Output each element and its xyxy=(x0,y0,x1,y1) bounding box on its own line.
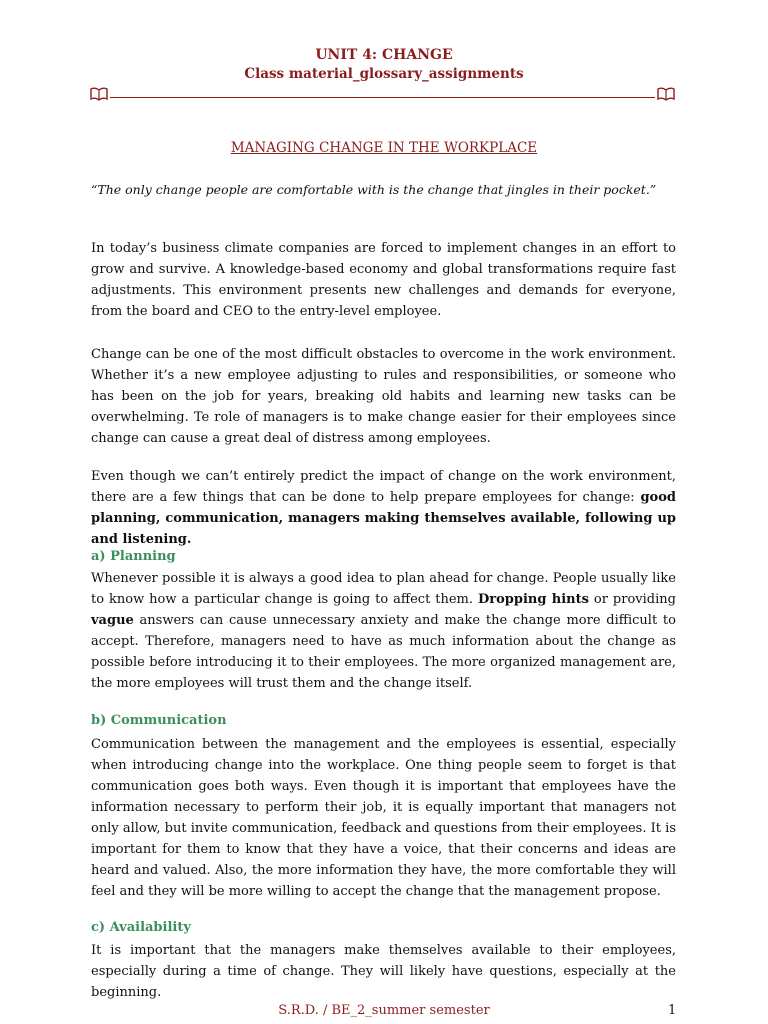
section-heading-planning: a) Planning xyxy=(91,549,176,564)
section-heading-availability: c) Availability xyxy=(91,920,191,935)
paragraph-text: Whenever possible it is always a good idea to plan ahead for change. People usually like to know how a particular change is going to affect them. xyxy=(91,571,676,607)
paragraph-preparation xyxy=(91,466,676,550)
unit-heading: UNIT 4: CHANGE xyxy=(315,47,453,63)
divider-line xyxy=(110,97,655,98)
paragraph-text: Even though we can’t entirely predict the impact of change on the work environment, there are a few things that can be done to help prepare employees for change: xyxy=(91,469,676,505)
paragraph-obstacles: Change can be one of the most difficult obstacles to overcome in the work environment. Whether it’s a new employee adjusting to rules and responsibilities, or someone who has been on the job for years, breaking old habits and learning new tasks can be overwhelming. Te role of managers is to make change easier for their employees since change can cause a great deal of distress among employees. xyxy=(91,347,676,446)
section-heading-communication: b) Communication xyxy=(91,713,227,728)
bold-term-vague: vague xyxy=(91,613,134,628)
paragraph-text: or providing xyxy=(588,592,676,607)
unit-subtitle: Class material_glossary_assignments xyxy=(244,66,524,82)
page-number: 1 xyxy=(668,1003,677,1018)
footer-text: S.R.D. / BE_2_summer semester xyxy=(278,1003,490,1018)
header-divider xyxy=(90,86,675,102)
bold-key-points: good planning, communication, managers making themselves available, following up and listening. xyxy=(91,490,676,547)
article-title: MANAGING CHANGE IN THE WORKPLACE xyxy=(230,140,538,156)
paragraph-planning xyxy=(91,568,676,694)
open-book-icon xyxy=(90,86,108,100)
paragraph-text: answers can cause unnecessary anxiety and make the change more difficult to accept. Therefore, managers need to have as much information about the change as possible before introducing it to their employees. The more organized management are, the more employees will trust them and the change itself. xyxy=(91,613,676,691)
paragraph-communication: Communication between the management and the employees is essential, especially when introducing change into the workplace. One thing people seem to forget is that communication goes both ways. Even though it is important that employees have the information necessary to perform their job, it is equally important that managers not only allow, but invite communication, feedback and questions from their employees. It is important for them to know that they have a voice, that their concerns and ideas are heard and valued. Also, the more information they have, the more comfortable they will feel and they will be more willing to accept the change that the management propose. xyxy=(91,737,676,899)
paragraph-intro: In today’s business climate companies are forced to implement changes in an effort to grow and survive. A knowledge-based economy and global transformations require fast adjustments. This environment presents new challenges and demands for everyone, from the board and CEO to the entry-level employee. xyxy=(91,241,676,319)
open-book-icon xyxy=(657,86,675,100)
bold-term-dropping-hints: Dropping hints xyxy=(477,592,589,607)
epigraph-quote: “The only change people are comfortable with is the change that jingles in their pocket.” xyxy=(91,182,657,197)
paragraph-availability: It is important that the managers make themselves available to their employees, especially during a time of change. They will likely have questions, especially at the beginning. xyxy=(91,943,676,1000)
